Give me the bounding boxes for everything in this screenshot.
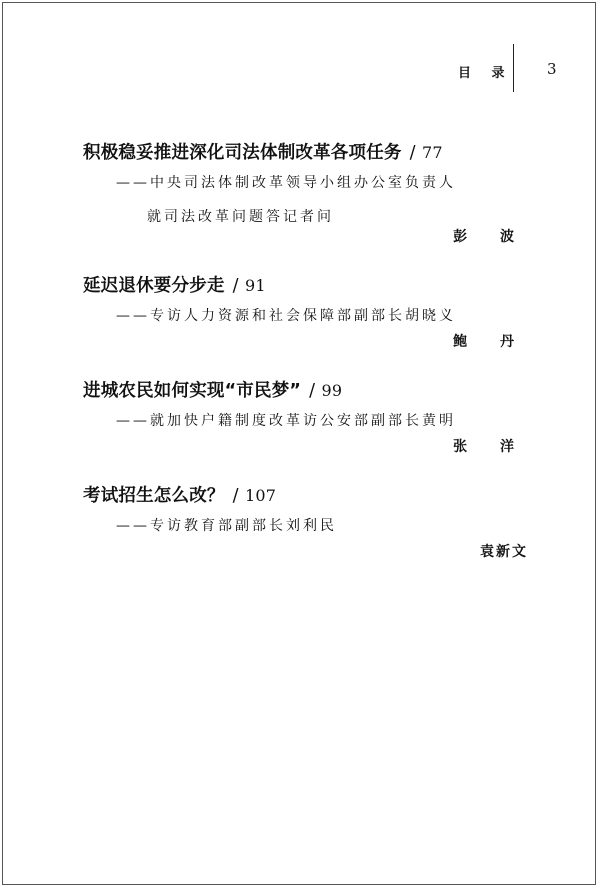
entry-title: 延迟退休要分步走 xyxy=(83,276,225,296)
running-head: 目 录 xyxy=(458,66,513,81)
entry-page: 91 xyxy=(245,276,266,295)
entry-subtitle: ——就加快户籍制度改革访公安部副部长黄明 xyxy=(116,413,456,429)
entry-separator: / xyxy=(232,486,239,506)
entry-subtitle: ——专访人力资源和社会保障部副部长胡晓义 xyxy=(116,308,456,324)
entry-author: 袁新文 xyxy=(480,544,528,560)
entry-page: 77 xyxy=(422,143,443,162)
entry-separator: / xyxy=(409,143,416,163)
entry-author: 张 洋 xyxy=(453,439,528,455)
entry-subtitle: ——专访教育部副部长刘利民 xyxy=(116,518,337,534)
entry-title-line[interactable] xyxy=(83,482,276,507)
entry-title: 积极稳妥推进深化司法体制改革各项任务 xyxy=(83,143,402,163)
entry-subtitle: ——中央司法体制改革领导小组办公室负责人 xyxy=(116,175,456,191)
entry-separator: / xyxy=(232,276,239,296)
entry-title-line[interactable] xyxy=(83,272,266,297)
entry-page: 99 xyxy=(321,381,343,400)
entry-author: 彭 波 xyxy=(453,229,528,245)
entry-separator: / xyxy=(309,381,316,401)
page-number: 3 xyxy=(547,60,557,78)
entry-author: 鲍 丹 xyxy=(453,334,528,350)
entry-title: 进城农民如何实现“市民梦” xyxy=(83,381,302,401)
header-divider xyxy=(513,44,514,92)
entry-title: 考试招生怎么改？ xyxy=(83,486,225,506)
entry-subtitle: 就司法改革问题答记者问 xyxy=(147,209,334,225)
entry-title-line[interactable] xyxy=(83,377,342,402)
entry-page: 107 xyxy=(245,486,277,505)
entry-title-line[interactable] xyxy=(83,139,443,164)
